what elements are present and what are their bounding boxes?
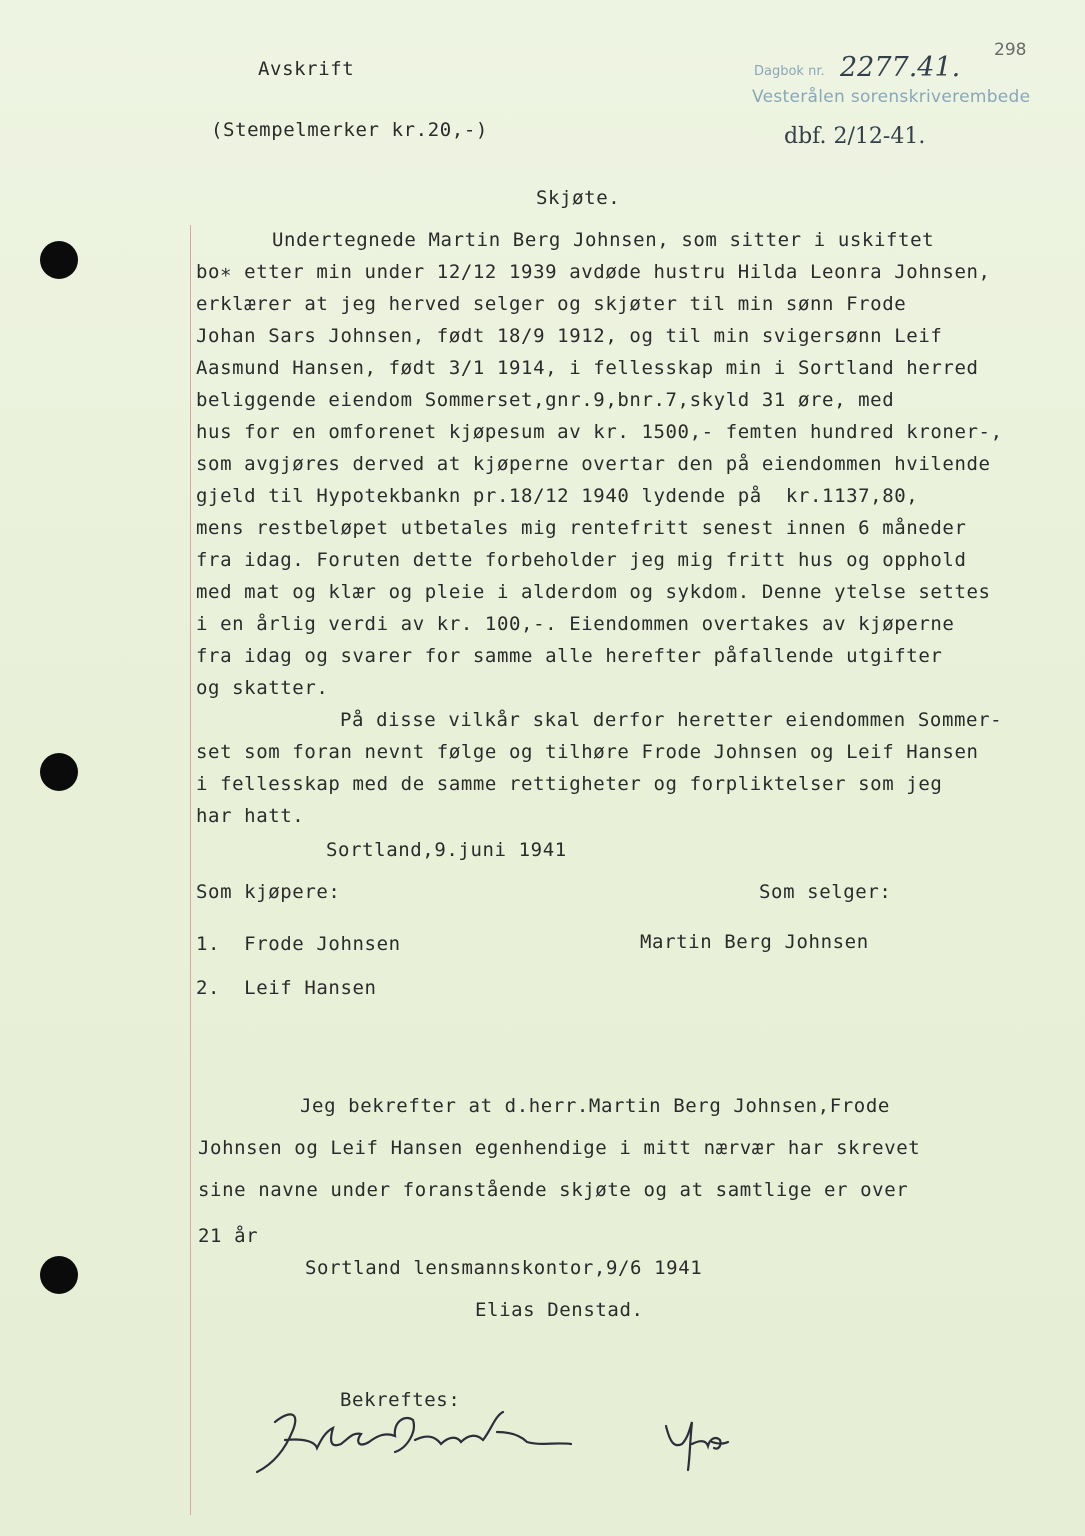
handwritten-signature-1 bbox=[245, 1402, 585, 1484]
place-date: Sortland,9.juni 1941 bbox=[326, 839, 567, 861]
body-line: beliggende eiendom Sommerset,gnr.9,bnr.7,skyld 31 øre, med bbox=[196, 389, 895, 411]
certification-line: 21 år bbox=[198, 1225, 259, 1247]
punch-hole-top bbox=[40, 241, 78, 279]
body-line: i en årlig verdi av kr. 100,-. Eiendommen overtakes av kjøperne bbox=[196, 613, 955, 635]
registered-date: dbf. 2/12-41. bbox=[784, 124, 926, 149]
journal-stamp-label: Dagbok nr. bbox=[754, 64, 825, 79]
confirmed-label: Bekreftes: bbox=[340, 1389, 461, 1411]
signatory-name: Elias Denstad. bbox=[475, 1299, 644, 1321]
body-line: Aasmund Hansen, født 3/1 1914, i fellesskap min i Sortland herred bbox=[196, 357, 979, 379]
office-date: Sortland lensmannskontor,9/6 1941 bbox=[305, 1257, 703, 1279]
margin-rule bbox=[190, 225, 191, 1515]
punch-hole-bottom bbox=[40, 1256, 78, 1294]
punch-hole-middle bbox=[40, 753, 78, 791]
body-line: erklærer at jeg herved selger og skjøter til min sønn Frode bbox=[196, 293, 907, 315]
certification-line: sine navne under foranstående skjøte og at samtlige er over bbox=[198, 1179, 909, 1201]
stamp-marks-note: (Stempelmerker kr.20,-) bbox=[211, 119, 488, 141]
journal-number: 2277.41. bbox=[840, 52, 961, 83]
body-line: På disse vilkår skal derfor heretter eiendommen Sommer- bbox=[340, 709, 1003, 731]
body-line: gjeld til Hypotekbankn pr.18/12 1940 lydende på kr.1137,80, bbox=[196, 485, 919, 507]
body-line: hus for en omforenet kjøpesum av kr. 1500,- femten hundred kroner-, bbox=[196, 421, 1003, 443]
body-line: og skatter. bbox=[196, 677, 329, 699]
body-line: fra idag. Foruten dette forbeholder jeg mig fritt hus og opphold bbox=[196, 549, 967, 571]
body-line: har hatt. bbox=[196, 805, 305, 827]
handwritten-initials bbox=[660, 1414, 730, 1476]
body-line: set som foran nevnt følge og tilhøre Frode Johnsen og Leif Hansen bbox=[196, 741, 979, 763]
certification-line: Jeg bekrefter at d.herr.Martin Berg Johnsen,Frode bbox=[300, 1095, 890, 1117]
body-line: bo∗ etter min under 12/12 1939 avdøde hustru Hilda Leonra Johnsen, bbox=[196, 261, 991, 283]
page-number: 298 bbox=[994, 40, 1027, 60]
body-line: Undertegnede Martin Berg Johnsen, som sitter i uskiftet bbox=[272, 229, 935, 251]
body-line: med mat og klær og pleie i alderdom og sykdom. Denne ytelse settes bbox=[196, 581, 991, 603]
buyer-name: 2. Leif Hansen bbox=[196, 977, 377, 999]
certification-line: Johnsen og Leif Hansen egenhendige i mitt nærvær har skrevet bbox=[198, 1137, 921, 1159]
buyers-label: Som kjøpere: bbox=[196, 881, 341, 903]
document-type-label: Avskrift bbox=[258, 58, 355, 80]
buyer-name: 1. Frode Johnsen bbox=[196, 933, 401, 955]
document-heading: Skjøte. bbox=[536, 187, 621, 209]
seller-label: Som selger: bbox=[759, 881, 892, 903]
body-line: i fellesskap med de samme rettigheter og forpliktelser som jeg bbox=[196, 773, 943, 795]
body-line: Johan Sars Johnsen, født 18/9 1912, og til min svigersønn Leif bbox=[196, 325, 943, 347]
body-line: fra idag og svarer for samme alle herefter påfallende utgifter bbox=[196, 645, 943, 667]
office-stamp: Vesterålen sorenskriverembede bbox=[752, 87, 1031, 107]
body-line: som avgjøres derved at kjøperne overtar den på eiendommen hvilende bbox=[196, 453, 991, 475]
body-line: mens restbeløpet utbetales mig rentefritt senest innen 6 måneder bbox=[196, 517, 967, 539]
seller-name: Martin Berg Johnsen bbox=[640, 931, 869, 953]
